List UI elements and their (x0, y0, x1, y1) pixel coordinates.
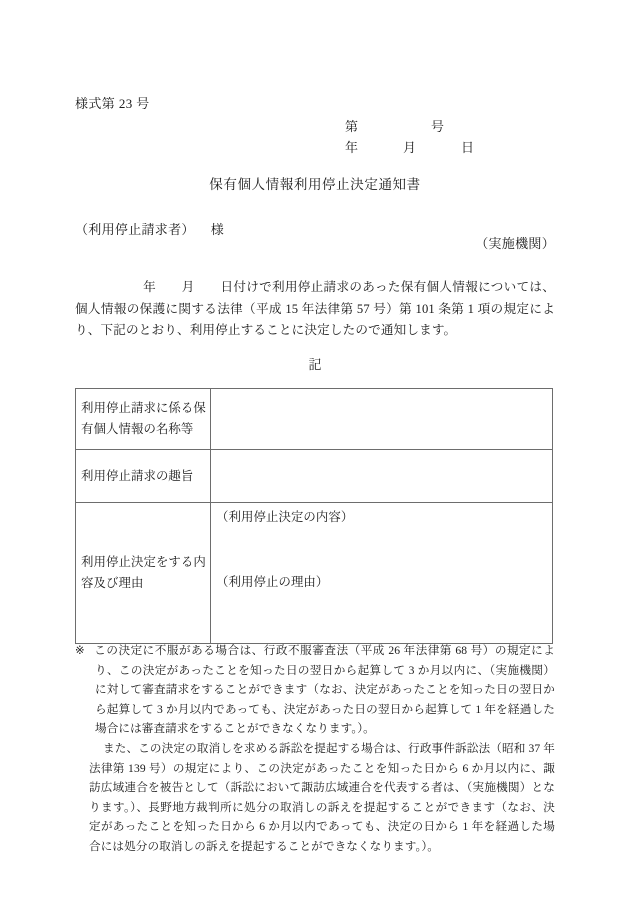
date-day-label: 日 (461, 140, 475, 155)
table-row-value[interactable] (211, 450, 553, 503)
document-date-row (345, 137, 555, 158)
date-year-label: 年 (345, 140, 359, 155)
document-sheet (75, 0, 555, 903)
footnote-1-text: この決定に不服がある場合は、行政不服審査法（平成 26 年法律第 68 号）の規定により、この決定があったことを知った日の翌日から起算して 3 か月以内に、（実施機関）に対して審査請求をすることができます（なお、決定があったことを知った日の翌日から起算して 3 か月以内であっても、決定があった日の翌日から起算して 1 年を経過した場合には審査請求をすることができなくなります。）。 (94, 644, 555, 736)
kijou-marker: 記 (308, 357, 322, 372)
table-row-value[interactable] (211, 389, 553, 450)
table-row-label: 利用停止決定をする内容及び理由 (76, 503, 211, 644)
footnote-paragraph-1 (75, 641, 555, 739)
addressee-honorific: 様 (210, 222, 225, 237)
addressee-line (75, 219, 224, 238)
document-meta (345, 116, 555, 158)
form-number: 様式第 23 号 (75, 96, 150, 111)
table-row-label: 利用停止請求の趣旨 (76, 450, 211, 503)
document-number-unit: 号 (431, 119, 445, 134)
table-row (76, 450, 553, 503)
table-row-label: 利用停止請求に係る保有個人情報の名称等 (76, 389, 211, 450)
issuer-line: （実施機関） (475, 236, 555, 251)
document-number-label: 第 (345, 119, 359, 134)
body-paragraph-text: 年 月 日付けで利用停止請求のあった保有個人情報については、個人情報の保護に関する法律（平成 15 年法律第 57 号）第 101 条第 1 項の規定により、下記のとおり、利用停止することに決定したので通知します。 (75, 280, 555, 337)
addressee-name: （利用停止請求者） (75, 222, 195, 237)
page-title: 保有個人情報利用停止決定通知書 (209, 177, 421, 192)
note-mark: ※ (75, 644, 86, 657)
decision-reason-placeholder: （利用停止の理由） (216, 575, 329, 589)
decision-content-placeholder: （利用停止決定の内容） (216, 510, 354, 524)
information-table (75, 388, 553, 644)
table-row-value[interactable] (211, 503, 553, 644)
footnote-paragraph-2: また、この決定の取消しを求める訴訟を提起する場合は、行政事件訴訟法（昭和 37 年法律第 139 号）の規定により、この決定があったことを知った日から 6 か月以内に、諏訪広域連合を被告として（訴訟において諏訪広域連合を代表する者は、（実施機関）となります。）、長野地方裁判所に処分の取消しの訴えを提起することができます（なお、決定があったことを知った日から 6 か月以内であっても、決定の日から 1 年を経過した場合には処分の取消しの訴えを提起することができなくなります。）。 (89, 741, 555, 853)
table-row (76, 503, 553, 644)
body-paragraph (75, 277, 555, 342)
date-month-label: 月 (403, 140, 417, 155)
document-number-row (345, 116, 555, 137)
footnotes (75, 641, 555, 857)
table-row (76, 389, 553, 450)
